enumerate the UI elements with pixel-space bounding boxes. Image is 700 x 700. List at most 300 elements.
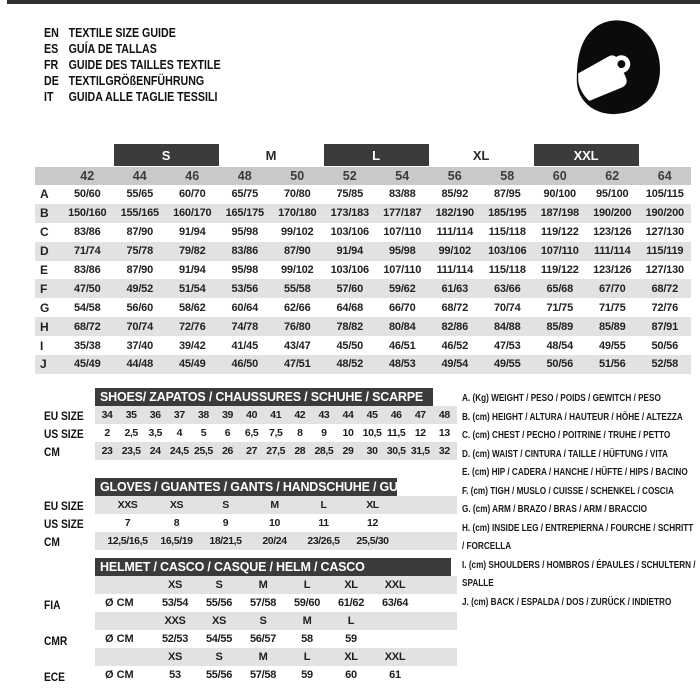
measurement-cell: 70/74 [493, 301, 521, 314]
size-band-s: S [114, 144, 219, 166]
table-cell: 35 [125, 409, 137, 421]
table-cell: 20/24 [262, 535, 287, 547]
gloves-eu-size-label: EU SIZE [44, 499, 84, 513]
size-band-l: L [324, 144, 429, 166]
language-code: FR [44, 56, 59, 72]
language-code: ES [44, 40, 59, 56]
helmet-value-cell: 55/56 [205, 669, 233, 681]
helmet-value-cell: 61/62 [337, 597, 365, 609]
measurement-cell: 47/51 [271, 355, 324, 374]
table-cell: 37 [173, 409, 185, 421]
measurement-cell: 82/86 [429, 317, 482, 336]
measurement-cell: 72/76 [651, 301, 679, 314]
language-row [44, 72, 221, 88]
helmet-value-cell: 54/55 [205, 633, 233, 645]
table-cell: 7,5 [269, 427, 283, 439]
table-cell: 23/26,5 [307, 535, 340, 547]
measurement-cell: 68/72 [61, 317, 114, 336]
measurement-cell: 115/118 [488, 226, 526, 239]
row-letter: D [35, 242, 61, 261]
table-cell: 24,5 [169, 445, 189, 457]
table-cell: 12 [367, 517, 378, 529]
measurement-cell: 46/50 [219, 355, 272, 374]
row-letter: I [40, 338, 44, 353]
measurement-cell: 43/47 [283, 339, 311, 352]
measurement-cell: 71/74 [61, 242, 114, 261]
measurement-cell: 39/42 [178, 339, 206, 352]
measurement-cell: 53/56 [219, 279, 272, 298]
measurement-cell: 70/74 [114, 317, 167, 336]
language-title: GUIDA ALLE TAGLIE TESSILI [68, 88, 218, 104]
helmet-size-cell: L [303, 579, 311, 591]
measurement-cell: 47/53 [493, 339, 521, 352]
size-band-xxl: XXL [534, 144, 639, 166]
helmet-size-row [95, 576, 457, 594]
size-band-m: M [265, 147, 277, 163]
measurement-cell: 85/89 [586, 317, 639, 336]
table-row [95, 424, 457, 442]
measurement-cell: 105/115 [645, 188, 684, 201]
measurement-cell: 115/118 [488, 264, 526, 276]
table-cell: 8 [173, 517, 180, 529]
measurement-cell: 75/78 [114, 242, 167, 261]
diameter-unit-label: Ø CM [105, 633, 134, 645]
helmet-value-cell: 63/64 [381, 597, 409, 609]
table-cell: 47 [414, 409, 426, 421]
measurement-cell: 47/50 [61, 279, 114, 298]
shoes-eu-size-label: EU SIZE [44, 409, 84, 423]
measurement-cell: 185/195 [481, 204, 534, 223]
table-cell: 6,5 [244, 427, 259, 439]
table-cell: 8 [297, 427, 303, 439]
measurement-cell: 91/94 [178, 226, 206, 239]
table-cell: 10 [342, 427, 354, 439]
measurement-cell: 61/63 [429, 279, 482, 298]
legend-item: F. (cm) TIGH / MUSLO / CUISSE / SCHENKEL / COSCIA [462, 484, 674, 497]
size-number: 48 [219, 167, 272, 185]
table-cell: 43 [318, 409, 330, 421]
table-cell: 25,5/30 [356, 535, 389, 547]
language-list [44, 24, 221, 104]
measurement-cell: 87/95 [493, 188, 521, 201]
table-cell: 23,5 [121, 445, 141, 457]
size-number: 64 [639, 167, 692, 185]
measurement-cell: 111/114 [436, 264, 474, 276]
measurement-cell: 111/114 [586, 242, 639, 261]
measurement-cell: 52/58 [639, 355, 692, 374]
measurement-cell: 95/98 [231, 226, 259, 239]
measurement-cell: 85/89 [534, 317, 587, 336]
size-number: 58 [481, 167, 534, 185]
measurement-cell: 160/170 [166, 204, 219, 223]
helmet-size-cell: XL [344, 579, 358, 591]
measurement-cell: 75/85 [336, 188, 364, 201]
shoes-cm-label: CM [44, 445, 60, 459]
shoes-table-header: SHOES/ ZAPATOS / CHAUSSURES / SCHUHE / SCARPE [95, 388, 433, 406]
language-row [44, 24, 221, 40]
table-cell: 30,5 [386, 445, 406, 457]
measurement-cell: 67/70 [586, 279, 639, 298]
table-cell: 41 [270, 409, 282, 421]
measurement-cell: 127/130 [645, 264, 684, 276]
table-cell: 28,5 [314, 445, 334, 457]
measurement-cell: 45/49 [166, 355, 219, 374]
language-row [44, 56, 221, 72]
helmet-value-cell: 55/56 [205, 597, 233, 609]
table-row [95, 442, 457, 460]
measurement-cell: 119/122 [540, 226, 579, 239]
legend-list [462, 389, 696, 611]
measurement-cell: 87/90 [126, 264, 154, 276]
size-number: 44 [114, 167, 167, 185]
fia-standard-label: FIA [44, 598, 61, 612]
table-cell: S [222, 499, 229, 511]
measurement-cell: 85/92 [441, 188, 469, 201]
table-cell: 9 [222, 517, 229, 529]
measurement-cell: 177/187 [376, 204, 429, 223]
measurement-cell: 123/126 [593, 264, 632, 276]
table-cell: 46 [390, 409, 402, 421]
measurement-cell: 95/100 [596, 188, 629, 201]
helmet-size-cell: XS [167, 651, 183, 663]
measurement-cell: 103/106 [330, 226, 369, 239]
measurement-cell: 44/48 [114, 355, 167, 374]
table-cell: 28 [294, 445, 306, 457]
measurement-cell: 66/70 [388, 301, 416, 314]
helmet-value-cell: 57/58 [249, 669, 277, 681]
table-cell: 38 [197, 409, 209, 421]
table-row [95, 514, 457, 532]
measurement-cell: 107/110 [534, 242, 587, 261]
table-cell: 26 [222, 445, 233, 457]
measurement-cell: 83/88 [388, 188, 416, 201]
measurement-cell: 64/68 [336, 301, 364, 314]
helmet-size-cell: S [259, 615, 267, 627]
measurement-cell: 45/50 [336, 339, 364, 352]
measurement-cell: 83/86 [73, 264, 101, 276]
table-cell: 2 [104, 427, 110, 439]
measurement-cell: 46/51 [388, 339, 416, 352]
language-title: GUIDE DES TAILLES TEXTILE [68, 56, 221, 72]
measurement-cell: 91/94 [324, 242, 377, 261]
measurement-cell: 51/56 [586, 355, 639, 374]
helmet-value-cell: 60 [345, 669, 357, 681]
legend-item: E. (cm) HIP / CADERA / HANCHE / HÜFTE / HIPS / BACINO [462, 466, 688, 478]
table-cell: 18/21,5 [209, 535, 242, 547]
size-number: 56 [429, 167, 482, 185]
table-cell: 5 [200, 427, 207, 439]
helmet-size-cell: XXL [384, 651, 406, 663]
measurement-cell: 54/58 [73, 301, 101, 314]
table-cell: 25,5 [194, 445, 213, 457]
measurement-cell: 155/165 [114, 204, 167, 223]
table-cell: XL [366, 499, 379, 511]
table-cell: 23 [101, 445, 113, 457]
legend-item: G. (cm) ARM / BRAZO / BRAS / ARM / BRACCIO [462, 503, 648, 515]
table-cell: XS [169, 499, 184, 511]
legend-item: D. (cm) WAIST / CINTURA / TAILLE / HÜFTUNG / VITA [462, 447, 668, 460]
measurement-cell: 78/82 [324, 317, 377, 336]
gloves-rows [95, 496, 457, 550]
measurement-cell: 55/58 [271, 279, 324, 298]
diameter-unit-label: Ø CM [105, 597, 134, 609]
measurement-cell: 87/90 [271, 242, 324, 261]
measurement-cell: 127/130 [645, 226, 684, 239]
helmet-size-cell: M [258, 579, 268, 591]
measurement-cell: 49/55 [481, 355, 534, 374]
size-number: 54 [376, 167, 429, 185]
helmet-size-cell: S [215, 651, 223, 663]
measurement-cell: 37/40 [126, 339, 154, 352]
ece-standard-label: ECE [44, 670, 65, 684]
measurement-cell: 190/200 [639, 204, 692, 223]
measurement-cell: 72/76 [166, 317, 219, 336]
table-row [95, 496, 457, 514]
measurement-cell: 173/183 [324, 204, 377, 223]
table-cell: 4 [176, 427, 183, 439]
measurement-cell: 49/54 [429, 355, 482, 374]
table-cell: 13 [438, 427, 450, 439]
measurement-cell: 74/78 [219, 317, 272, 336]
helmet-value-cell: 59/60 [293, 597, 321, 609]
measurement-cell: 119/122 [540, 264, 579, 276]
language-code: DE [44, 72, 59, 88]
measurement-cell: 68/72 [639, 279, 692, 298]
measurement-cell: 55/65 [126, 188, 154, 201]
language-code: IT [44, 88, 54, 104]
helmet-value-cell: 57/58 [249, 597, 277, 609]
table-cell: 31,5 [410, 445, 430, 457]
row-letter: G [40, 300, 50, 315]
measurement-cell: 103/106 [481, 242, 534, 261]
helmet-size-cell: XS [211, 615, 227, 627]
table-cell: 2,5 [124, 427, 138, 439]
helmet-value-row [95, 630, 457, 648]
legend-item: J. (cm) BACK / ESPALDA / DOS / ZURÜCK / INDIETRO [462, 595, 672, 608]
helmet-value-row [95, 594, 457, 612]
measurement-cell: 95/98 [231, 264, 259, 276]
table-cell: 11,5 [387, 427, 406, 439]
table-cell: 9 [321, 427, 327, 439]
helmet-size-cell: XXS [164, 615, 186, 627]
helmet-value-cell: 59 [301, 669, 313, 681]
table-cell: 32 [438, 445, 450, 457]
measurement-cell: 83/86 [219, 242, 272, 261]
measurement-cell: 57/60 [324, 279, 377, 298]
helmet-size-cell: XS [167, 579, 183, 591]
table-cell: 30 [366, 445, 378, 457]
measurement-cell: 50/60 [73, 188, 101, 201]
measurement-cell: 83/86 [73, 226, 101, 239]
measurement-cell: 71/75 [546, 301, 574, 314]
language-title: TEXTILGRÖßENFÜHRUNG [68, 72, 205, 88]
measurement-cell: 90/100 [543, 188, 576, 201]
helmet-value-cell: 61 [389, 669, 401, 681]
measurement-cell: 190/200 [586, 204, 639, 223]
size-number: 60 [534, 167, 587, 185]
table-cell: L [320, 499, 327, 511]
measurement-cell: 107/110 [383, 264, 422, 276]
helmet-value-cell: 52/53 [161, 633, 189, 645]
measurement-cell: 79/82 [166, 242, 219, 261]
helmet-value-cell: 58 [301, 633, 313, 645]
table-cell: 45 [366, 409, 378, 421]
language-row [44, 88, 221, 104]
measurement-cell: 111/114 [436, 226, 474, 239]
table-cell: 27,5 [266, 445, 286, 457]
measurement-cell: 51/54 [166, 279, 219, 298]
measurement-cell: 50/56 [651, 339, 679, 352]
diameter-unit-label: Ø CM [105, 669, 134, 681]
measurement-cell: 99/102 [281, 226, 314, 239]
measurement-cell: 71/75 [598, 301, 626, 314]
measurement-cell: 103/106 [330, 264, 369, 276]
measurement-cell: 48/52 [324, 355, 377, 374]
measurement-cell: 50/56 [534, 355, 587, 374]
helmet-rows [95, 576, 457, 684]
table-cell: 42 [294, 409, 306, 421]
language-title: GUÍA DE TALLAS [68, 40, 157, 56]
row-letter: A [40, 187, 49, 202]
measurement-cell: 150/160 [61, 204, 114, 223]
gloves-table [95, 478, 457, 550]
measurement-cell: 187/198 [534, 204, 587, 223]
size-number: 42 [61, 167, 114, 185]
table-cell: 10,5 [362, 427, 382, 439]
measurement-cell: 58/62 [178, 301, 206, 314]
table-cell: XXS [117, 499, 138, 511]
measurement-cell: 91/94 [178, 264, 206, 276]
measurement-cell: 46/52 [441, 339, 469, 352]
row-letter: J [35, 355, 61, 374]
legend-item: I. (cm) SHOULDERS / HOMBROS / ÉPAULES / SCHULTERN / SPALLE [462, 558, 696, 589]
helmet-size-cell: S [215, 579, 223, 591]
table-cell: 10 [269, 517, 280, 529]
measurement-cell: 49/55 [598, 339, 626, 352]
language-row [44, 40, 221, 56]
measurement-cell: 76/80 [271, 317, 324, 336]
measurement-cell: 165/175 [219, 204, 272, 223]
table-cell: 12,5/16,5 [107, 535, 148, 547]
measurement-cell: 107/110 [383, 226, 422, 239]
language-title: TEXTILE SIZE GUIDE [68, 24, 176, 40]
helmet-value-cell: 59 [345, 633, 357, 645]
helmet-size-row [95, 612, 457, 630]
measurement-cell: 87/90 [126, 226, 154, 239]
table-cell: 29 [342, 445, 354, 457]
table-cell: 6 [224, 427, 231, 439]
measurement-cell: 60/64 [231, 301, 259, 314]
legend-item: H. (cm) INSIDE LEG / ENTREPIERNA / FOURCHE / SCHRITT / FORCELLA [462, 521, 694, 552]
row-letter: F [35, 279, 61, 298]
table-cell: 24 [149, 445, 161, 457]
size-number: 62 [586, 167, 639, 185]
measurement-cell: 95/98 [376, 242, 429, 261]
helmet-size-cell: L [303, 651, 311, 663]
shoes-rows [95, 406, 457, 460]
helmet-size-cell: XXL [384, 579, 406, 591]
measurement-cell: 56/60 [126, 301, 154, 314]
table-cell: 40 [246, 409, 258, 421]
helmet-size-cell: L [347, 615, 355, 627]
table-cell: 27 [246, 445, 258, 457]
table-cell: M [270, 499, 279, 511]
helmet-table [95, 558, 457, 684]
measurement-cell: 41/45 [231, 339, 259, 352]
cmr-standard-label: CMR [44, 634, 68, 648]
table-cell: 3,5 [148, 427, 162, 439]
measurement-cell: 65/68 [534, 279, 587, 298]
table-row [95, 406, 457, 424]
measurement-cell: 45/49 [61, 355, 114, 374]
table-row [95, 532, 457, 550]
measurement-cell: 84/88 [481, 317, 534, 336]
main-size-table [35, 144, 691, 374]
table-cell: 11 [318, 517, 329, 529]
measurement-cell: 115/119 [639, 242, 692, 261]
size-number: 52 [324, 167, 377, 185]
row-letter: C [40, 225, 49, 240]
helmet-table-header: HELMET / CASCO / CASQUE / HELM / CASCO [95, 558, 451, 576]
measurement-cell: 87/91 [639, 317, 692, 336]
size-number: 50 [271, 167, 324, 185]
measurement-cell: 63/66 [481, 279, 534, 298]
legend-item: B. (cm) HEIGHT / ALTURA / HAUTEUR / HÖHE / ALTEZZA [462, 410, 683, 423]
top-border [7, 0, 700, 4]
helmet-size-cell: M [258, 651, 268, 663]
table-cell: 48 [438, 409, 450, 421]
measurement-cell: 99/102 [281, 264, 314, 276]
measurement-cell: 35/38 [73, 339, 101, 352]
measurement-cell: 80/84 [376, 317, 429, 336]
shoes-table [95, 388, 457, 460]
measurement-cell: 59/62 [376, 279, 429, 298]
table-cell: 44 [342, 409, 354, 421]
helmet-value-cell: 53 [169, 669, 181, 681]
row-letter: B [35, 204, 61, 223]
measurement-cell: 62/66 [283, 301, 311, 314]
measurement-cell: 65/75 [231, 188, 259, 201]
helmet-value-cell: 53/54 [161, 597, 189, 609]
measurement-cell: 182/190 [429, 204, 482, 223]
table-cell: 16,5/19 [160, 535, 193, 547]
legend-item: A. (Kg) WEIGHT / PESO / POIDS / GEWITCH / PESO [462, 392, 661, 404]
measurement-cell: 70/80 [283, 188, 311, 201]
measurement-cell: 123/126 [593, 226, 632, 239]
measurement-cell: 60/70 [178, 188, 206, 201]
row-letter: H [35, 317, 61, 336]
helmet-value-row [95, 666, 457, 684]
measurement-cell: 68/72 [441, 301, 469, 314]
helmet-value-cell: 56/57 [249, 633, 277, 645]
measurement-cell: 99/102 [429, 242, 482, 261]
gloves-us-size-label: US SIZE [44, 517, 84, 531]
table-cell: 12 [414, 427, 426, 439]
measurement-cell: 49/52 [114, 279, 167, 298]
helmet-icon [562, 12, 666, 122]
helmet-size-cell: XL [344, 651, 358, 663]
table-cell: 7 [124, 517, 131, 529]
size-band-xl: XL [472, 147, 490, 163]
size-row-spacer [35, 167, 61, 185]
table-cell: 39 [222, 409, 233, 421]
helmet-size-cell: M [302, 615, 312, 627]
language-code: EN [44, 24, 59, 40]
helmet-size-row [95, 648, 457, 666]
size-number: 46 [166, 167, 219, 185]
measurement-cell: 48/54 [546, 339, 574, 352]
gloves-table-header: GLOVES / GUANTES / GANTS / HANDSCHUHE / GUANTI [95, 478, 397, 496]
